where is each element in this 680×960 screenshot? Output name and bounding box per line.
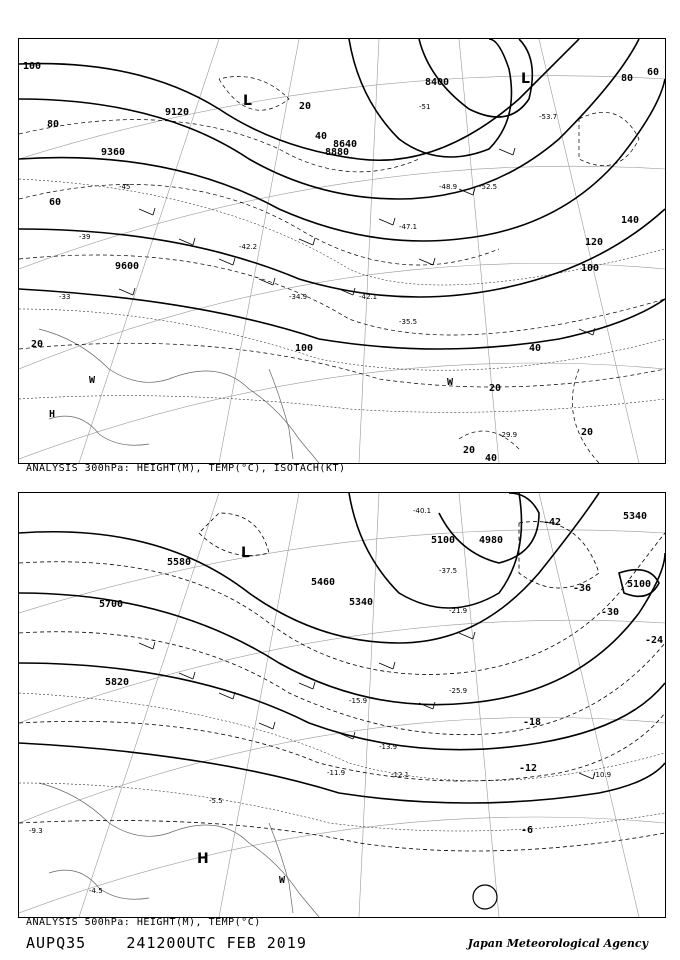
temp-value: -34.9 — [289, 293, 308, 301]
height-label: 5100 — [627, 579, 652, 590]
temp-value: -12.1 — [391, 771, 410, 779]
warm-center: W — [279, 875, 286, 886]
product-header — [26, 934, 307, 952]
isotach-label: 20 — [299, 101, 312, 112]
isotach-label: 20 — [31, 339, 44, 350]
isotach-label: 60 — [647, 67, 660, 78]
temp-value: -35.5 — [399, 318, 418, 326]
height-label: 5340 — [349, 597, 374, 608]
isotach-label: 100 — [581, 263, 600, 274]
temp-value: -5.5 — [209, 797, 223, 805]
lat-lon-grid — [19, 39, 665, 463]
temp-value: -10.9 — [593, 771, 612, 779]
height-label: 5340 — [623, 511, 648, 522]
temp-value: -11.9 — [327, 769, 346, 777]
isotach-label: 20 — [463, 445, 476, 456]
isotach-label: 80 — [621, 73, 634, 84]
isotherm-label: -36 — [573, 583, 592, 594]
isotach-label: 40 — [315, 131, 328, 142]
map-300hpa-svg — [19, 39, 665, 463]
isotach-label: 120 — [585, 237, 604, 248]
height-contours — [19, 493, 665, 803]
temp-value: -42.1 — [359, 293, 378, 301]
temp-value: -15.9 — [349, 697, 368, 705]
isotherm-label: -18 — [523, 717, 542, 728]
isotach-label: 60 — [49, 197, 62, 208]
isotach-label: 140 — [621, 215, 640, 226]
analysis-500hpa-map — [18, 492, 666, 918]
height-label: 4980 — [479, 535, 504, 546]
isotach-label: 80 — [47, 119, 60, 130]
height-labels-300 — [101, 77, 449, 272]
temp-value: -51 — [419, 103, 431, 111]
temp-value: -42.2 — [239, 243, 258, 251]
small-high-contour — [473, 885, 497, 909]
height-label: 8400 — [425, 77, 450, 88]
temp-value: -48.9 — [439, 183, 458, 191]
low-center: L — [521, 71, 530, 87]
height-labels-500 — [99, 511, 651, 688]
height-label: 8640 — [333, 139, 358, 150]
low-center: L — [241, 545, 250, 561]
temp-value: -53.7 — [539, 113, 558, 121]
isotach-label: 20 — [581, 427, 594, 438]
coastline — [39, 783, 319, 917]
isotach-label: 40 — [529, 343, 542, 354]
height-label: 5460 — [311, 577, 336, 588]
temp-labels-500 — [519, 517, 663, 836]
temp-value: -37.5 — [439, 567, 458, 575]
temp-value: -40.1 — [413, 507, 432, 515]
height-label: 5820 — [105, 677, 130, 688]
height-label: 9360 — [101, 147, 126, 158]
coastline — [39, 329, 319, 463]
temp-value: -9.3 — [29, 827, 43, 835]
height-label: 8880 — [325, 147, 350, 158]
height-label: 5100 — [431, 535, 456, 546]
product-code: AUPQ35 — [26, 934, 87, 952]
temp-samples-500 — [29, 507, 611, 895]
pressure-centers-500 — [197, 545, 286, 886]
caption-500hpa: ANALYSIS 500hPa: HEIGHT(M), TEMP(°C) — [26, 917, 261, 928]
temp-value: -21.9 — [449, 607, 468, 615]
temp-value: -47.1 — [399, 223, 418, 231]
caption-300hpa: ANALYSIS 300hPa: HEIGHT(M), TEMP(°C), ISOTACH(KT) — [26, 463, 346, 474]
height-contours — [19, 39, 665, 349]
temp-value: -13.9 — [379, 743, 398, 751]
height-label: 5580 — [167, 557, 192, 568]
warm-center: W — [447, 377, 454, 388]
height-label: 9600 — [115, 261, 140, 272]
map-500hpa-svg — [19, 493, 665, 917]
temp-value: -25.9 — [449, 687, 468, 695]
pressure-centers-300 — [49, 71, 530, 420]
high-center: H — [197, 851, 209, 867]
agency-name: Japan Meteorological Agency — [467, 937, 648, 950]
low-center: L — [243, 93, 252, 109]
isotach-label: 100 — [23, 61, 42, 72]
warm-center: W — [89, 375, 96, 386]
lat-lon-grid — [19, 493, 665, 917]
isotherms — [19, 179, 665, 412]
temp-value: -45 — [119, 183, 131, 191]
isotherm-label: -42 — [543, 517, 562, 528]
isotherm-label: -6 — [521, 825, 534, 836]
analysis-300hpa-map — [18, 38, 666, 464]
isotach-label: 20 — [489, 383, 502, 394]
temp-value: -33 — [59, 293, 71, 301]
high-center: H — [49, 409, 56, 420]
height-label: 5700 — [99, 599, 124, 610]
temp-value: -29.9 — [499, 431, 518, 439]
temp-value: -39 — [79, 233, 91, 241]
isotherm-label: -24 — [645, 635, 664, 646]
isotach-label: 100 — [295, 343, 314, 354]
isotherm-label: -12 — [519, 763, 538, 774]
valid-time: 241200UTC FEB 2019 — [126, 934, 307, 952]
temp-value: -4.5 — [89, 887, 103, 895]
temp-value: -52.5 — [479, 183, 498, 191]
height-label: 9120 — [165, 107, 190, 118]
isotach-label: 40 — [485, 453, 498, 463]
isotherm-label: -30 — [601, 607, 620, 618]
